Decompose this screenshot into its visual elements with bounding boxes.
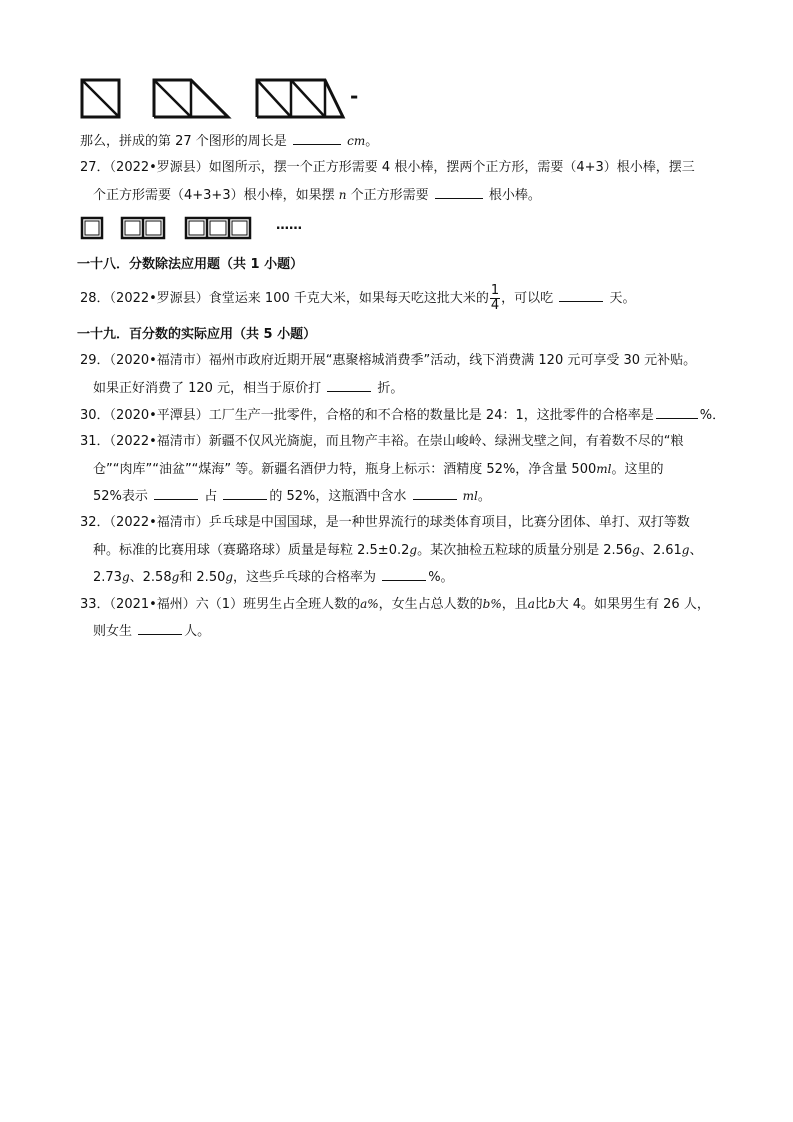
q27-text-a: 个正方形需要（4+3+3）根小棒，如果摆	[93, 188, 335, 203]
q29-text-b: 折。	[377, 381, 404, 396]
q31-line-2	[93, 460, 663, 479]
q32-text-d: 、	[689, 543, 703, 558]
q26-unit: cm	[347, 134, 366, 148]
q27-text-c: 根小棒。	[488, 188, 541, 203]
q28-denominator: 4	[490, 298, 500, 313]
q31-text-d: 占	[204, 489, 218, 504]
q27-ellipsis: ……	[276, 218, 302, 233]
q29-text-a: 如果正好消费了 120 元，相当于原价打	[93, 381, 322, 396]
q33-text-d: 比	[534, 597, 548, 612]
q32-text-a: 种。标准的比赛用球（赛璐珞球）质量是每粒 2.5±0.2	[93, 543, 410, 558]
q33-text-f: 则女生	[93, 624, 133, 639]
q30-text-a: 30．（2020•平潭县）工厂生产一批零件，合格的和不合格的数量比是 24：1，这批零件的合格率是	[80, 408, 654, 423]
q32-unit-g-2: g	[632, 543, 640, 557]
q33-b-percent: b%	[482, 597, 502, 611]
q31-text-c: 52%表示	[93, 489, 148, 504]
q32-text-i: %。	[428, 570, 454, 585]
section-18-heading: 一十八．分数除法应用题（共 1 小题）	[77, 257, 304, 272]
q27-line-2	[93, 186, 541, 205]
q31-unit-ml-2: ml	[462, 489, 478, 503]
q27-var-n: n	[338, 188, 347, 202]
q26-answer-blank[interactable]	[293, 132, 341, 145]
q28-line	[80, 284, 635, 314]
q27-square-1	[80, 216, 106, 242]
q32-line-1: 32．（2022•福清市）乒乓球是中国国球，是一种世界流行的球类体育项目，比赛分团体、单打、双打等数	[80, 515, 690, 530]
q28-text-a: 28．（2022•罗源县）食堂运来 100 千克大米，如果每天吃这批大米的	[80, 291, 489, 306]
q32-answer-blank[interactable]	[382, 568, 426, 581]
q33-a-percent: a%	[360, 597, 379, 611]
q29-line-1: 29．（2020•福清市）福州市政府近期开展“惠聚榕城消费季”活动，线下消费满 120 元可享受 30 元补贴。	[80, 353, 697, 368]
q31-answer-blank-3[interactable]	[413, 487, 457, 500]
q32-line-2	[93, 541, 702, 560]
q26-end: 。	[365, 134, 379, 149]
q26-line	[80, 132, 378, 151]
q27-text-b: 个正方形需要	[350, 188, 429, 203]
q31-answer-blank-1[interactable]	[154, 487, 198, 500]
q33-var-b: b	[547, 597, 556, 611]
q32-unit-g-1: g	[409, 543, 418, 557]
q27-square-3	[184, 216, 254, 242]
q32-unit-g-4: g	[121, 570, 130, 584]
q32-text-f: 、2.58	[129, 570, 172, 585]
q32-text-g: 和 2.50	[179, 570, 226, 585]
q29-line-2	[93, 379, 403, 398]
q33-text-g: 人。	[184, 624, 211, 639]
q32-unit-g-5: g	[171, 570, 180, 584]
q32-unit-g-3: g	[681, 543, 690, 557]
q33-var-a: a	[527, 597, 535, 611]
q26-figure-3	[255, 78, 347, 120]
q27-line-1: 27．（2022•罗源县）如图所示，摆一个正方形需要 4 根小棒，摆两个正方形，需要（4+3）根小棒，摆三	[80, 160, 695, 175]
q28-answer-blank[interactable]	[559, 289, 603, 302]
q31-line-3	[93, 487, 491, 506]
q26-figure-1	[80, 78, 122, 120]
q31-line-1: 31．（2022•福清市）新疆不仅风光旖旎，而且物产丰裕。在崇山峻岭、绿洲戈壁之间，有着数不尽的“粮	[80, 434, 684, 449]
q31-text-b: 。这里的	[611, 462, 664, 477]
q27-square-2	[120, 216, 168, 242]
q33-text-e: 大 4。如果男生有 26 人，	[555, 597, 710, 612]
q26-figure-dash: -	[350, 84, 359, 108]
q32-text-e: 2.73	[93, 570, 122, 585]
q28-fraction	[490, 284, 500, 313]
q30-answer-blank[interactable]	[656, 406, 698, 419]
q33-answer-blank[interactable]	[138, 622, 182, 635]
q26-text: 那么，拼成的第 27 个图形的周长是	[80, 134, 287, 149]
q31-text-f: 。	[477, 489, 491, 504]
q32-text-h: ，这些乒乓球的合格率为	[233, 570, 377, 585]
q27-answer-blank[interactable]	[435, 186, 483, 199]
q28-numerator: 1	[490, 283, 500, 298]
q28-text-c: 天。	[609, 291, 636, 306]
q33-text-c: ，且	[501, 597, 528, 612]
q30-line	[80, 406, 725, 425]
q31-unit-ml: ml	[596, 462, 612, 476]
q28-text-b: ，可以吃	[501, 291, 554, 306]
q32-text-c: 、2.61	[639, 543, 682, 558]
q33-line-2	[93, 622, 210, 641]
q33-text-a: 33．（2021•福州）六（1）班男生占全班人数的	[80, 597, 361, 612]
section-19-heading: 一十九．百分数的实际应用（共 5 小题）	[77, 327, 317, 342]
q32-line-3	[93, 568, 454, 587]
q32-text-b: 。某次抽检五粒球的质量分别是 2.56	[417, 543, 633, 558]
q26-figure-2	[152, 78, 234, 120]
q31-answer-blank-2[interactable]	[223, 487, 267, 500]
q31-text-a: 仓”“肉库”“油盆”“煤海” 等。新疆名酒伊力特，瓶身上标示：酒精度 52%，净含量 500	[93, 462, 597, 477]
q32-unit-g-6: g	[225, 570, 234, 584]
q33-text-b: ，女生占总人数的	[378, 597, 483, 612]
q30-text-b: %．	[699, 408, 726, 423]
q29-answer-blank[interactable]	[327, 379, 371, 392]
q31-text-e: 的 52%，这瓶酒中含水	[269, 489, 407, 504]
q33-line-1	[80, 595, 710, 614]
